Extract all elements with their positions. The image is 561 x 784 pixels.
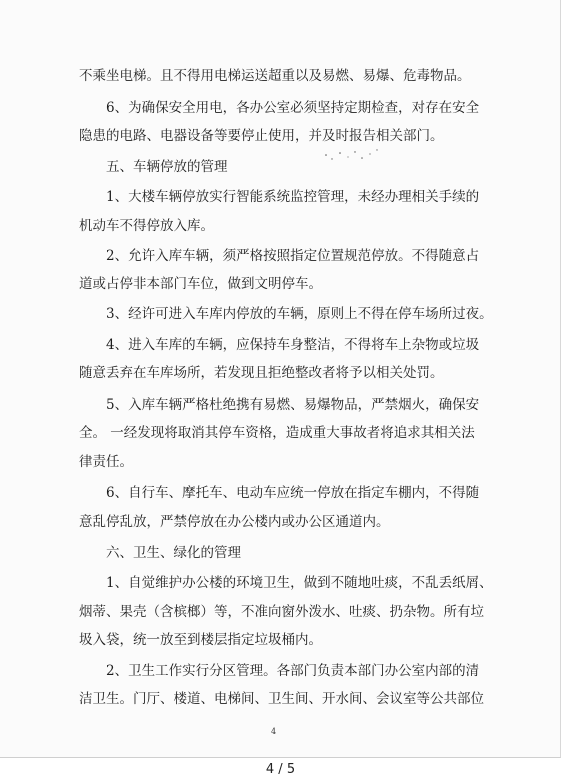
scan-speckle xyxy=(322,147,382,167)
section-heading: 六、卫生、绿化的管理 xyxy=(106,545,241,561)
section-heading: 五、车辆停放的管理 xyxy=(106,159,228,175)
text-line: 圾入袋，统一放至到楼层指定垃圾桶内。 xyxy=(79,632,322,648)
text-line: 6、为确保安全用电，各办公室必须坚持定期检查，对存在安全 xyxy=(106,100,480,116)
text-line: 4、进入车库的车辆，应保持车身整洁，不得将车上杂物或垃圾 xyxy=(106,337,480,353)
text-line: 洁卫生。门厅、楼道、电梯间、卫生间、开水间、会议室等公共部位 xyxy=(79,691,484,707)
text-line: 6、自行车、摩托车、电动车应统一停放在指定车棚内，不得随 xyxy=(106,485,480,501)
text-line: 律责任。 xyxy=(79,454,133,470)
page-counter: 4 / 5 xyxy=(265,762,296,777)
text-line: 3、经许可进入车库内停放的车辆，原则上不得在停车场所过夜。 xyxy=(106,306,493,322)
text-line: 1、自觉维护办公楼的环境卫生，做到不随地吐痰，不乱丢纸屑、 xyxy=(106,575,493,591)
text-line: 5、入库车辆严格杜绝携有易燃、易爆物品，严禁烟火，确保安 xyxy=(106,397,480,413)
text-line: 2、卫生工作实行分区管理。各部门负责本部门办公室内部的清 xyxy=(106,663,480,679)
text-line: 2、允许入库车辆，须严格按照指定位置规范停放。不得随意占 xyxy=(106,248,480,264)
text-line: 道或占停非本部门车位，做到文明停车。 xyxy=(79,276,322,292)
page-number: 4 xyxy=(271,727,277,736)
viewer-footer xyxy=(0,758,561,784)
text-line: 隐患的电路、电器设备等要停止使用，并及时报告相关部门。 xyxy=(79,128,444,144)
text-line: 不乘坐电梯。且不得用电梯运送超重以及易燃、易爆、危毒物品。 xyxy=(79,68,471,84)
text-line: 随意丢弃在车库场所，若发现且拒绝整改者将予以相关处罚。 xyxy=(79,365,444,381)
text-line: 1、大楼车辆停放实行智能系统监控管理，未经办理相关手续的 xyxy=(106,189,480,205)
text-line: 机动车不得停放入库。 xyxy=(79,218,214,234)
text-line: 意乱停乱放，严禁停放在办公楼内或办公区通道内。 xyxy=(79,514,390,530)
text-line: 全。 一经发现将取消其停车资格，造成重大事故者将追求其相关法 xyxy=(79,425,475,441)
text-line: 烟蒂、果壳（含槟榔）等，不准向窗外泼水、吐痰、扔杂物。所有垃 xyxy=(79,604,484,620)
